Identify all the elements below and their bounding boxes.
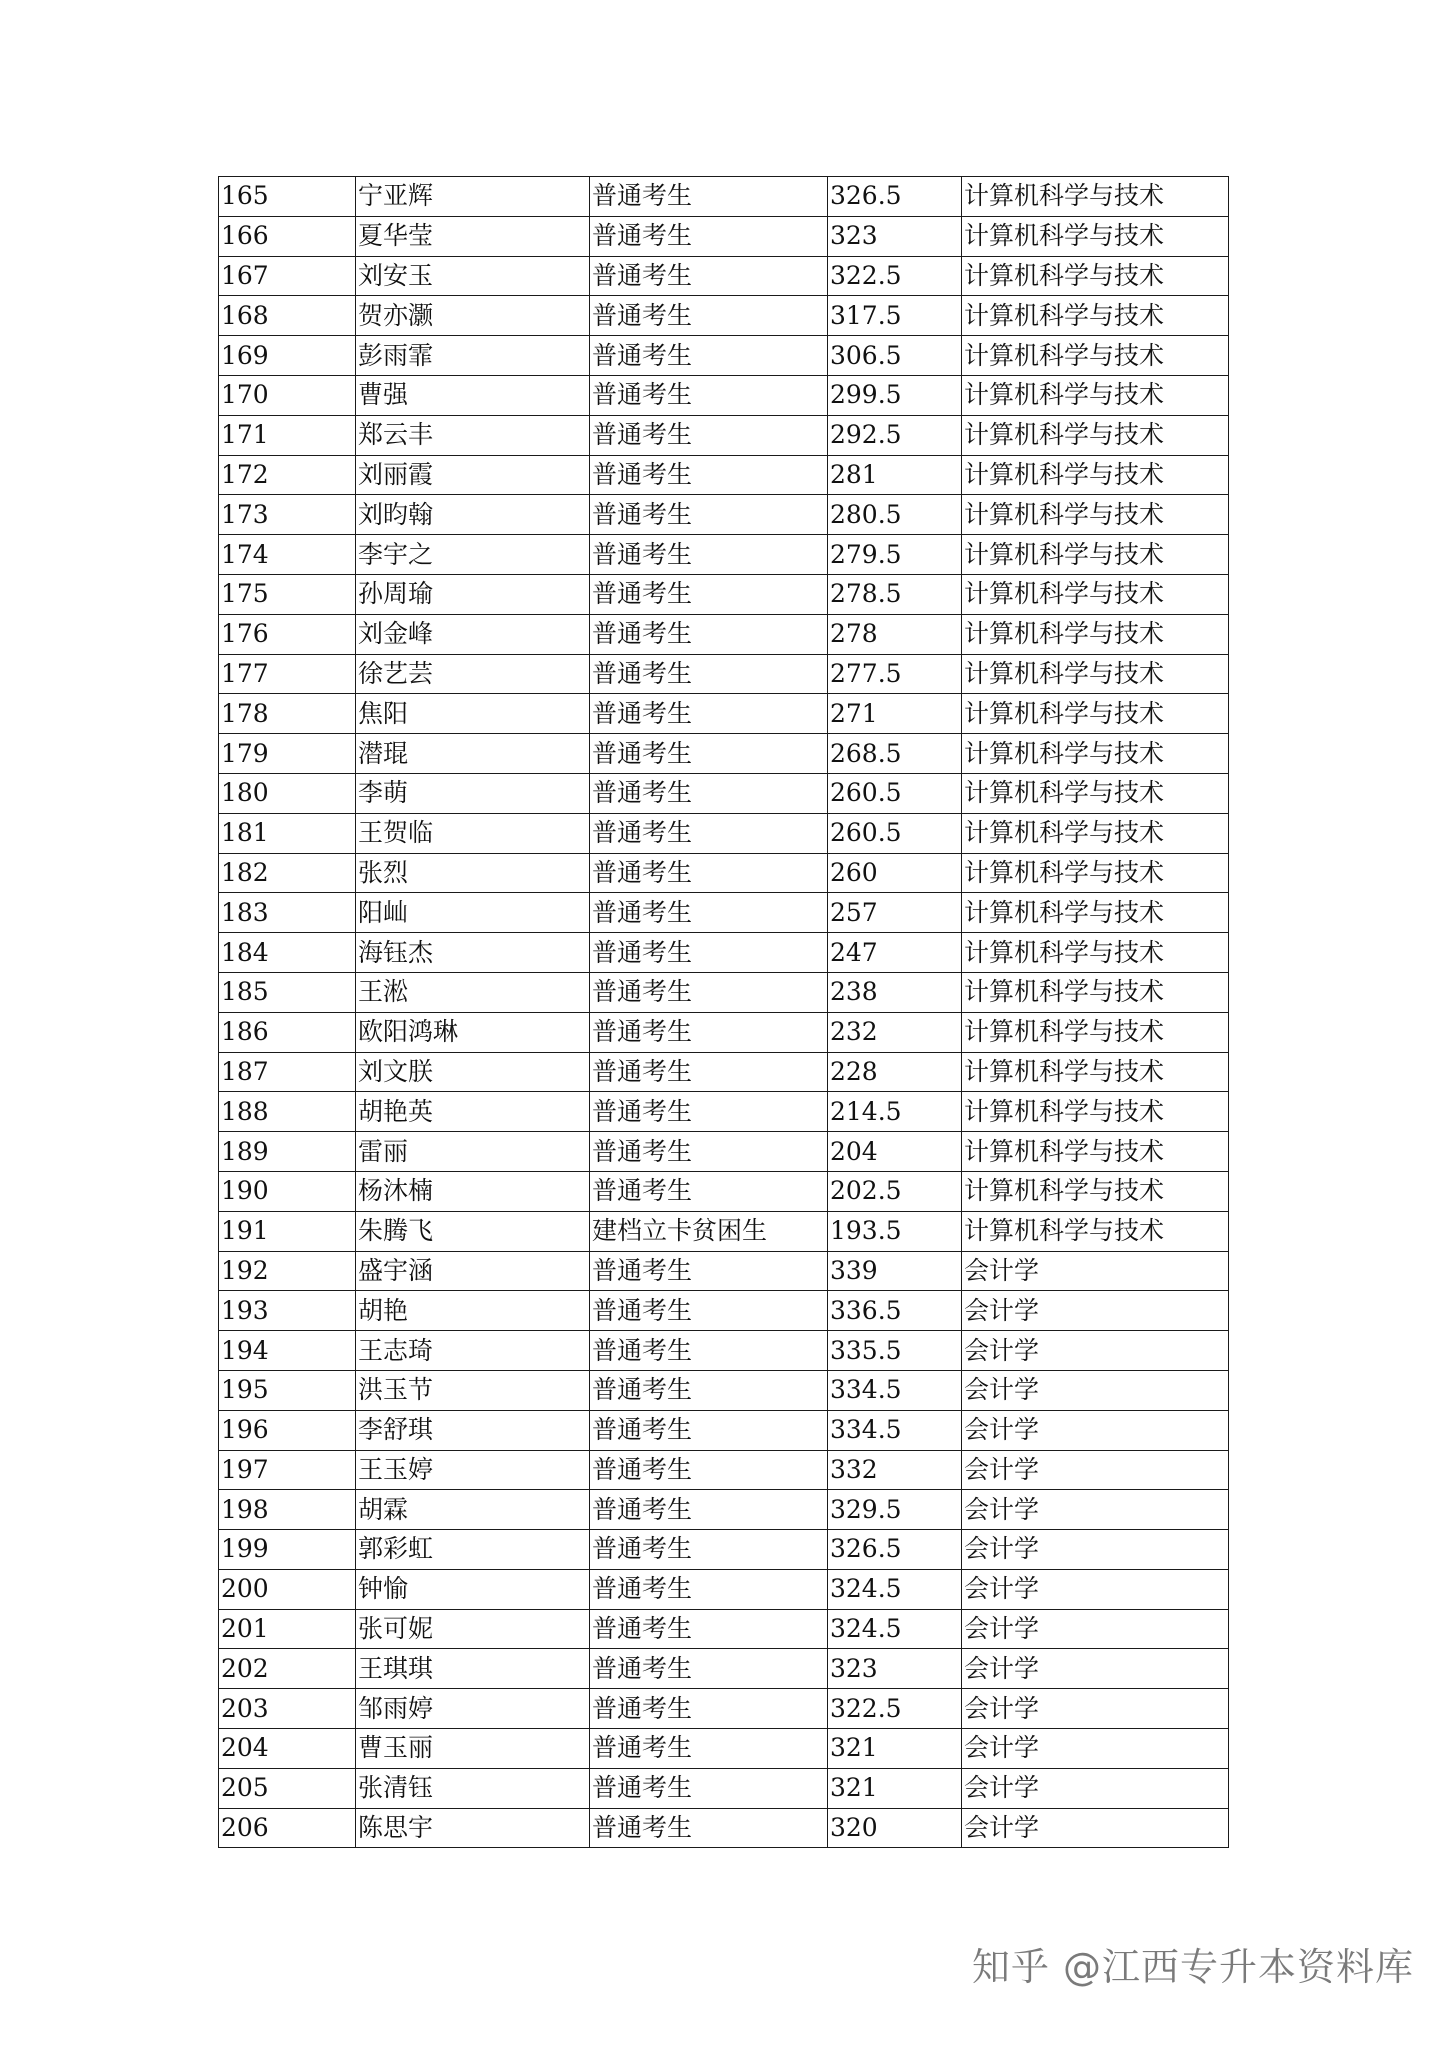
row-number-cell: 172 (219, 455, 356, 495)
name-cell: 郑云丰 (356, 415, 590, 455)
candidate-type-cell: 普通考生 (590, 1370, 828, 1410)
candidate-type-cell: 普通考生 (590, 574, 828, 614)
major-cell: 计算机科学与技术 (962, 773, 1229, 813)
candidate-type-cell: 普通考生 (590, 177, 828, 217)
major-cell: 会计学 (962, 1370, 1229, 1410)
candidate-type-cell: 普通考生 (590, 1171, 828, 1211)
major-cell: 会计学 (962, 1490, 1229, 1530)
score-cell: 228 (828, 1052, 962, 1092)
row-number-cell: 175 (219, 574, 356, 614)
major-cell: 计算机科学与技术 (962, 614, 1229, 654)
candidate-type-cell: 普通考生 (590, 1689, 828, 1729)
name-cell: 刘安玉 (356, 256, 590, 296)
row-number-cell: 181 (219, 813, 356, 853)
major-cell: 会计学 (962, 1410, 1229, 1450)
score-cell: 320 (828, 1808, 962, 1848)
candidate-type-cell: 普通考生 (590, 614, 828, 654)
name-cell: 宁亚辉 (356, 177, 590, 217)
name-cell: 张清钰 (356, 1768, 590, 1808)
score-cell: 202.5 (828, 1171, 962, 1211)
row-number-cell: 200 (219, 1569, 356, 1609)
major-cell: 会计学 (962, 1530, 1229, 1570)
major-cell: 计算机科学与技术 (962, 853, 1229, 893)
table-row (219, 455, 1229, 495)
table-row (219, 495, 1229, 535)
table-row (219, 1132, 1229, 1172)
name-cell: 刘昀翰 (356, 495, 590, 535)
major-cell: 会计学 (962, 1649, 1229, 1689)
score-cell: 280.5 (828, 495, 962, 535)
name-cell: 潜琨 (356, 734, 590, 774)
table-row (219, 933, 1229, 973)
row-number-cell: 202 (219, 1649, 356, 1689)
table-row (219, 1649, 1229, 1689)
score-cell: 317.5 (828, 296, 962, 336)
score-cell: 277.5 (828, 654, 962, 694)
row-number-cell: 168 (219, 296, 356, 336)
score-cell: 232 (828, 1012, 962, 1052)
row-number-cell: 204 (219, 1729, 356, 1769)
major-cell: 会计学 (962, 1768, 1229, 1808)
major-cell: 计算机科学与技术 (962, 216, 1229, 256)
table-row (219, 1450, 1229, 1490)
major-cell: 计算机科学与技术 (962, 893, 1229, 933)
score-cell: 334.5 (828, 1370, 962, 1410)
table-row (219, 415, 1229, 455)
candidate-type-cell: 普通考生 (590, 893, 828, 933)
table-row (219, 1609, 1229, 1649)
major-cell: 计算机科学与技术 (962, 574, 1229, 614)
score-cell: 214.5 (828, 1092, 962, 1132)
row-number-cell: 177 (219, 654, 356, 694)
candidate-type-cell: 普通考生 (590, 1132, 828, 1172)
name-cell: 雷丽 (356, 1132, 590, 1172)
table-row (219, 972, 1229, 1012)
name-cell: 徐艺芸 (356, 654, 590, 694)
table-row (219, 296, 1229, 336)
name-cell: 阳屾 (356, 893, 590, 933)
row-number-cell: 170 (219, 375, 356, 415)
name-cell: 陈思宇 (356, 1808, 590, 1848)
candidate-type-cell: 普通考生 (590, 694, 828, 734)
row-number-cell: 205 (219, 1768, 356, 1808)
table-row (219, 256, 1229, 296)
major-cell: 计算机科学与技术 (962, 654, 1229, 694)
name-cell: 焦阳 (356, 694, 590, 734)
major-cell: 会计学 (962, 1331, 1229, 1371)
candidate-type-cell: 普通考生 (590, 455, 828, 495)
table-row (219, 654, 1229, 694)
name-cell: 王贺临 (356, 813, 590, 853)
row-number-cell: 185 (219, 972, 356, 1012)
candidate-type-cell: 普通考生 (590, 773, 828, 813)
candidate-type-cell: 普通考生 (590, 654, 828, 694)
name-cell: 李宇之 (356, 535, 590, 575)
score-cell: 322.5 (828, 256, 962, 296)
table-row (219, 734, 1229, 774)
candidate-type-cell: 普通考生 (590, 415, 828, 455)
score-cell: 335.5 (828, 1331, 962, 1371)
row-number-cell: 166 (219, 216, 356, 256)
score-cell: 204 (828, 1132, 962, 1172)
name-cell: 贺亦灏 (356, 296, 590, 336)
major-cell: 计算机科学与技术 (962, 734, 1229, 774)
score-cell: 292.5 (828, 415, 962, 455)
major-cell: 计算机科学与技术 (962, 1171, 1229, 1211)
table-row (219, 1171, 1229, 1211)
score-cell: 238 (828, 972, 962, 1012)
row-number-cell: 183 (219, 893, 356, 933)
table-row (219, 1729, 1229, 1769)
table-row (219, 1291, 1229, 1331)
candidate-type-cell: 普通考生 (590, 336, 828, 376)
table-row (219, 773, 1229, 813)
name-cell: 张可妮 (356, 1609, 590, 1649)
row-number-cell: 169 (219, 336, 356, 376)
row-number-cell: 197 (219, 1450, 356, 1490)
name-cell: 杨沐楠 (356, 1171, 590, 1211)
major-cell: 计算机科学与技术 (962, 177, 1229, 217)
score-cell: 329.5 (828, 1490, 962, 1530)
score-cell: 279.5 (828, 535, 962, 575)
major-cell: 会计学 (962, 1569, 1229, 1609)
watermark-text: 知乎 @江西专升本资料库 (971, 1945, 1414, 1989)
name-cell: 刘丽霞 (356, 455, 590, 495)
row-number-cell: 165 (219, 177, 356, 217)
name-cell: 洪玉节 (356, 1370, 590, 1410)
name-cell: 李萌 (356, 773, 590, 813)
major-cell: 计算机科学与技术 (962, 972, 1229, 1012)
candidate-type-cell: 普通考生 (590, 853, 828, 893)
table-row (219, 1370, 1229, 1410)
row-number-cell: 188 (219, 1092, 356, 1132)
major-cell: 会计学 (962, 1729, 1229, 1769)
name-cell: 王琪琪 (356, 1649, 590, 1689)
row-number-cell: 184 (219, 933, 356, 973)
table-row (219, 1331, 1229, 1371)
major-cell: 会计学 (962, 1450, 1229, 1490)
name-cell: 胡艳英 (356, 1092, 590, 1132)
table-row (219, 375, 1229, 415)
results-table (218, 176, 1229, 1848)
major-cell: 计算机科学与技术 (962, 813, 1229, 853)
major-cell: 计算机科学与技术 (962, 256, 1229, 296)
row-number-cell: 199 (219, 1530, 356, 1570)
row-number-cell: 190 (219, 1171, 356, 1211)
name-cell: 张烈 (356, 853, 590, 893)
name-cell: 盛宇涵 (356, 1251, 590, 1291)
score-cell: 326.5 (828, 177, 962, 217)
score-cell: 278.5 (828, 574, 962, 614)
table-row (219, 1092, 1229, 1132)
major-cell: 计算机科学与技术 (962, 1211, 1229, 1251)
row-number-cell: 178 (219, 694, 356, 734)
name-cell: 孙周瑜 (356, 574, 590, 614)
candidate-type-cell: 普通考生 (590, 1649, 828, 1689)
score-cell: 247 (828, 933, 962, 973)
table-row (219, 336, 1229, 376)
major-cell: 计算机科学与技术 (962, 296, 1229, 336)
major-cell: 计算机科学与技术 (962, 415, 1229, 455)
major-cell: 计算机科学与技术 (962, 1132, 1229, 1172)
candidate-type-cell: 普通考生 (590, 813, 828, 853)
row-number-cell: 176 (219, 614, 356, 654)
row-number-cell: 180 (219, 773, 356, 813)
score-cell: 334.5 (828, 1410, 962, 1450)
table-row (219, 1012, 1229, 1052)
major-cell: 会计学 (962, 1291, 1229, 1331)
row-number-cell: 193 (219, 1291, 356, 1331)
candidate-type-cell: 普通考生 (590, 1410, 828, 1450)
candidate-type-cell: 普通考生 (590, 734, 828, 774)
row-number-cell: 196 (219, 1410, 356, 1450)
row-number-cell: 171 (219, 415, 356, 455)
table-row (219, 1410, 1229, 1450)
row-number-cell: 187 (219, 1052, 356, 1092)
score-cell: 336.5 (828, 1291, 962, 1331)
score-cell: 323 (828, 216, 962, 256)
name-cell: 钟愉 (356, 1569, 590, 1609)
candidate-type-cell: 普通考生 (590, 1052, 828, 1092)
candidate-type-cell: 普通考生 (590, 1331, 828, 1371)
score-cell: 306.5 (828, 336, 962, 376)
name-cell: 曹玉丽 (356, 1729, 590, 1769)
candidate-type-cell: 普通考生 (590, 296, 828, 336)
name-cell: 彭雨霏 (356, 336, 590, 376)
major-cell: 计算机科学与技术 (962, 455, 1229, 495)
candidate-type-cell: 普通考生 (590, 1729, 828, 1769)
results-table-body (219, 177, 1229, 1848)
row-number-cell: 206 (219, 1808, 356, 1848)
candidate-type-cell: 普通考生 (590, 1251, 828, 1291)
candidate-type-cell: 普通考生 (590, 1012, 828, 1052)
major-cell: 计算机科学与技术 (962, 375, 1229, 415)
table-row (219, 535, 1229, 575)
candidate-type-cell: 普通考生 (590, 1609, 828, 1649)
table-row (219, 1808, 1229, 1848)
row-number-cell: 192 (219, 1251, 356, 1291)
candidate-type-cell: 普通考生 (590, 1569, 828, 1609)
score-cell: 260.5 (828, 773, 962, 813)
row-number-cell: 195 (219, 1370, 356, 1410)
score-cell: 323 (828, 1649, 962, 1689)
row-number-cell: 191 (219, 1211, 356, 1251)
table-row (219, 614, 1229, 654)
score-cell: 271 (828, 694, 962, 734)
candidate-type-cell: 普通考生 (590, 1490, 828, 1530)
row-number-cell: 174 (219, 535, 356, 575)
row-number-cell: 179 (219, 734, 356, 774)
name-cell: 夏华莹 (356, 216, 590, 256)
name-cell: 曹强 (356, 375, 590, 415)
score-cell: 281 (828, 455, 962, 495)
major-cell: 计算机科学与技术 (962, 535, 1229, 575)
table-row (219, 1052, 1229, 1092)
table-row (219, 893, 1229, 933)
row-number-cell: 194 (219, 1331, 356, 1371)
major-cell: 会计学 (962, 1251, 1229, 1291)
name-cell: 刘文朕 (356, 1052, 590, 1092)
score-cell: 260.5 (828, 813, 962, 853)
name-cell: 海钰杰 (356, 933, 590, 973)
row-number-cell: 173 (219, 495, 356, 535)
table-row (219, 1689, 1229, 1729)
score-cell: 268.5 (828, 734, 962, 774)
name-cell: 胡霖 (356, 1490, 590, 1530)
candidate-type-cell: 普通考生 (590, 1450, 828, 1490)
major-cell: 计算机科学与技术 (962, 1052, 1229, 1092)
table-row (219, 1768, 1229, 1808)
name-cell: 王志琦 (356, 1331, 590, 1371)
name-cell: 胡艳 (356, 1291, 590, 1331)
name-cell: 郭彩虹 (356, 1530, 590, 1570)
candidate-type-cell: 普通考生 (590, 1808, 828, 1848)
table-row (219, 574, 1229, 614)
candidate-type-cell: 普通考生 (590, 1530, 828, 1570)
score-cell: 260 (828, 853, 962, 893)
score-cell: 193.5 (828, 1211, 962, 1251)
name-cell: 刘金峰 (356, 614, 590, 654)
candidate-type-cell: 普通考生 (590, 495, 828, 535)
table-row (219, 1490, 1229, 1530)
row-number-cell: 198 (219, 1490, 356, 1530)
table-row (219, 1569, 1229, 1609)
candidate-type-cell: 普通考生 (590, 1291, 828, 1331)
score-cell: 257 (828, 893, 962, 933)
name-cell: 王玉婷 (356, 1450, 590, 1490)
candidate-type-cell: 普通考生 (590, 375, 828, 415)
score-cell: 324.5 (828, 1569, 962, 1609)
row-number-cell: 186 (219, 1012, 356, 1052)
major-cell: 计算机科学与技术 (962, 1092, 1229, 1132)
row-number-cell: 182 (219, 853, 356, 893)
major-cell: 会计学 (962, 1609, 1229, 1649)
name-cell: 朱腾飞 (356, 1211, 590, 1251)
row-number-cell: 201 (219, 1609, 356, 1649)
score-cell: 322.5 (828, 1689, 962, 1729)
score-cell: 278 (828, 614, 962, 654)
major-cell: 计算机科学与技术 (962, 933, 1229, 973)
score-cell: 324.5 (828, 1609, 962, 1649)
candidate-type-cell: 普通考生 (590, 1768, 828, 1808)
candidate-type-cell: 普通考生 (590, 1092, 828, 1132)
score-cell: 339 (828, 1251, 962, 1291)
major-cell: 计算机科学与技术 (962, 694, 1229, 734)
major-cell: 计算机科学与技术 (962, 495, 1229, 535)
score-cell: 321 (828, 1729, 962, 1769)
table-row (219, 813, 1229, 853)
candidate-type-cell: 普通考生 (590, 933, 828, 973)
table-row (219, 216, 1229, 256)
table-row (219, 853, 1229, 893)
row-number-cell: 189 (219, 1132, 356, 1172)
name-cell: 邹雨婷 (356, 1689, 590, 1729)
major-cell: 计算机科学与技术 (962, 336, 1229, 376)
score-cell: 321 (828, 1768, 962, 1808)
row-number-cell: 203 (219, 1689, 356, 1729)
name-cell: 欧阳鸿琳 (356, 1012, 590, 1052)
major-cell: 会计学 (962, 1689, 1229, 1729)
table-row (219, 694, 1229, 734)
candidate-type-cell: 建档立卡贫困生 (590, 1211, 828, 1251)
score-cell: 299.5 (828, 375, 962, 415)
score-cell: 332 (828, 1450, 962, 1490)
score-cell: 326.5 (828, 1530, 962, 1570)
table-row (219, 1251, 1229, 1291)
table-row (219, 177, 1229, 217)
major-cell: 计算机科学与技术 (962, 1012, 1229, 1052)
row-number-cell: 167 (219, 256, 356, 296)
name-cell: 王淞 (356, 972, 590, 1012)
major-cell: 会计学 (962, 1808, 1229, 1848)
candidate-type-cell: 普通考生 (590, 216, 828, 256)
candidate-type-cell: 普通考生 (590, 535, 828, 575)
name-cell: 李舒琪 (356, 1410, 590, 1450)
table-row (219, 1211, 1229, 1251)
candidate-type-cell: 普通考生 (590, 972, 828, 1012)
candidate-type-cell: 普通考生 (590, 256, 828, 296)
table-row (219, 1530, 1229, 1570)
